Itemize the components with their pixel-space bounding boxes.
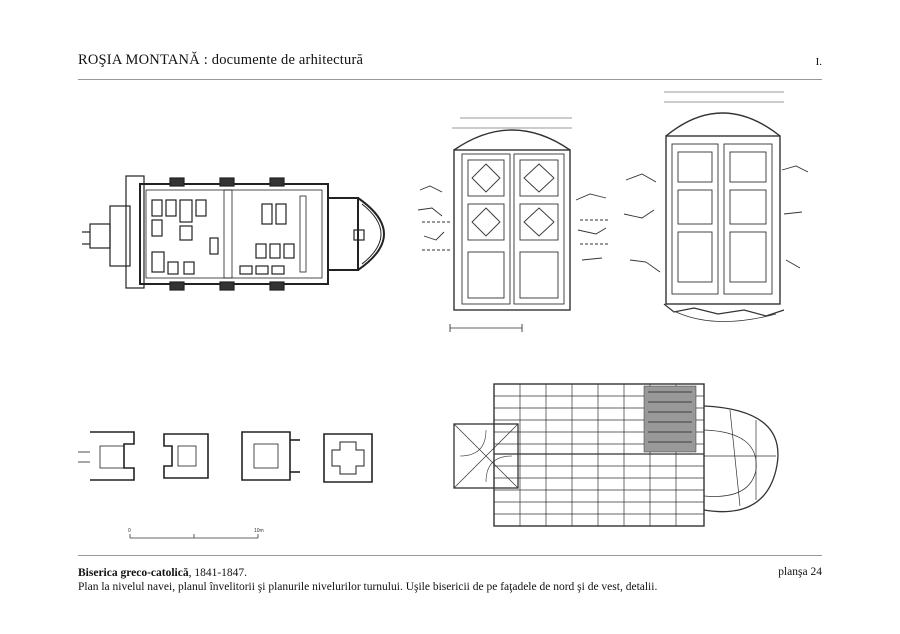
scale-bar (128, 528, 264, 538)
caption-title-date: , 1841-1847. (188, 567, 248, 579)
footer-divider (78, 555, 822, 556)
scale-end: 10m (254, 528, 264, 534)
caption-title-bold: Biserica greco-catolică (78, 567, 189, 579)
volume-number: I. (815, 56, 822, 68)
caption-title (78, 566, 657, 580)
nave-floor-plan (82, 176, 384, 290)
roof-plan (454, 384, 778, 526)
plate-caption (78, 566, 657, 594)
north-door-elevation (418, 118, 610, 332)
plate-number: planşa 24 (778, 566, 822, 578)
west-door-elevation (624, 92, 808, 322)
caption-description: Plan la nivelul navei, planul învelitorii şi planurile nivelurilor turnului. Uşile bisericii de pe faţadele de nord şi de vest, detalii. (78, 581, 658, 593)
header-title-sub: : documente de arhitectură (199, 52, 364, 68)
header-title-main: ROŞIA MONTANĂ (78, 52, 200, 68)
scale-zero: 0 (128, 528, 131, 534)
tower-level-plans (78, 432, 372, 482)
